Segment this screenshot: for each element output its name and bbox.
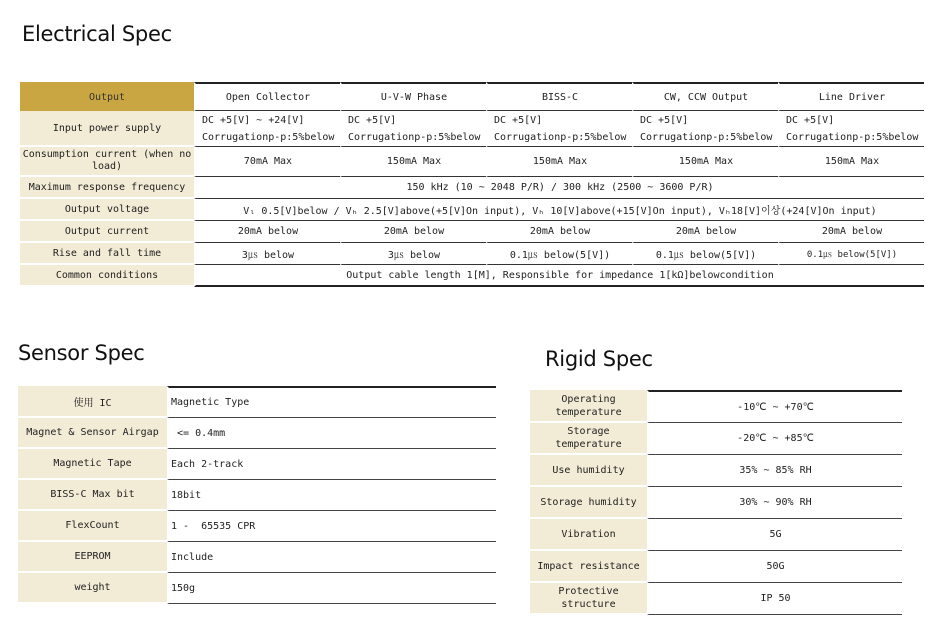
sensor-spec-title: Sensor Spec — [18, 341, 145, 365]
column-header-line-driver: Line Driver — [778, 82, 924, 111]
row-label: Magnetic Tape — [18, 449, 167, 480]
electrical-spec-table — [20, 82, 924, 287]
row-label-max-frequency: Maximum response frequency — [20, 177, 194, 199]
table-cell: 0.1㎲ below(5[V]) — [778, 243, 924, 265]
row-label-output-voltage: Output voltage — [20, 199, 194, 221]
table-cell: 18bit — [167, 480, 496, 511]
column-header-biss-c: BISS-C — [486, 82, 632, 111]
row-label: FlexCount — [18, 511, 167, 542]
table-row — [20, 265, 924, 287]
cell-line: DC +5[V] — [786, 114, 835, 126]
table-cell: 150mA Max — [340, 147, 486, 177]
electrical-spec-title: Electrical Spec — [22, 22, 172, 46]
table-row — [18, 449, 496, 480]
column-header-cw-ccw: CW, CCW Output — [632, 82, 778, 111]
row-label: Use humidity — [530, 455, 647, 487]
cell-line: DC +5[V] — [640, 114, 689, 126]
table-row — [530, 551, 902, 583]
cell-line: DC +5[V] — [348, 114, 397, 126]
table-cell: 150 kHz (10 ~ 2048 P/R) / 300 kHz (2500 ~ 3600 P/R) — [194, 177, 924, 199]
table-cell — [340, 111, 486, 147]
table-cell: 150mA Max — [632, 147, 778, 177]
table-row — [18, 511, 496, 542]
row-label-common-conditions: Common conditions — [20, 265, 194, 287]
table-row — [530, 390, 902, 423]
table-row — [18, 573, 496, 604]
cell-line: Corrugationp-p:5%below — [202, 131, 335, 143]
table-cell — [778, 111, 924, 147]
table-row — [18, 418, 496, 449]
table-cell: Each 2-track — [167, 449, 496, 480]
table-cell: Magnetic Type — [167, 386, 496, 418]
table-cell: 20mA below — [486, 221, 632, 243]
table-cell: 20mA below — [340, 221, 486, 243]
table-cell: 1 - 65535 CPR — [167, 511, 496, 542]
row-label: Operating temperature — [530, 390, 647, 423]
table-cell: Include — [167, 542, 496, 573]
table-cell: 0.1㎲ below(5[V]) — [632, 243, 778, 265]
row-label-rise-fall: Rise and fall time — [20, 243, 194, 265]
table-row — [530, 519, 902, 551]
table-row — [18, 542, 496, 573]
table-cell: 20mA below — [778, 221, 924, 243]
table-cell: IP 50 — [647, 583, 902, 615]
table-cell: 20mA below — [194, 221, 340, 243]
table-row — [530, 583, 902, 615]
row-label: Storage humidity — [530, 487, 647, 519]
row-label: Magnet & Sensor Airgap — [18, 418, 167, 449]
table-cell: 150g — [167, 573, 496, 604]
table-cell: 50G — [647, 551, 902, 583]
table-cell: 20mA below — [632, 221, 778, 243]
table-cell — [486, 111, 632, 147]
table-cell: Vₗ 0.5[V]below / Vₕ 2.5[V]above(+5[V]On input), Vₕ 10[V]above(+15[V]On input), Vₕ18[V]이상(+24[V]On input) — [194, 199, 924, 221]
rigid-spec-table — [530, 390, 902, 615]
table-cell — [632, 111, 778, 147]
row-label: Vibration — [530, 519, 647, 551]
row-label: Protective structure — [530, 583, 647, 615]
table-row — [18, 480, 496, 511]
column-header-uvw-phase: U-V-W Phase — [340, 82, 486, 111]
row-label: weight — [18, 573, 167, 604]
table-row — [530, 487, 902, 519]
table-row — [20, 147, 924, 177]
table-cell: 5G — [647, 519, 902, 551]
table-row — [20, 221, 924, 243]
row-label-consumption: Consumption current (when no load) — [20, 147, 194, 177]
column-header-open-collector: Open Collector — [194, 82, 340, 111]
table-cell: 0.1㎲ below(5[V]) — [486, 243, 632, 265]
table-cell: <= 0.4mm — [167, 418, 496, 449]
table-row — [20, 243, 924, 265]
sensor-spec-table — [18, 386, 496, 604]
cell-line: Corrugationp-p:5%below — [786, 131, 919, 143]
table-cell: 30% ~ 90% RH — [647, 487, 902, 519]
cell-line: Corrugationp-p:5%below — [348, 131, 481, 143]
row-label: Impact resistance — [530, 551, 647, 583]
cell-line: Corrugationp-p:5%below — [494, 131, 627, 143]
table-cell: 3㎲ below — [194, 243, 340, 265]
table-row — [20, 177, 924, 199]
table-cell: 35% ~ 85% RH — [647, 455, 902, 487]
row-label: Storage temperature — [530, 423, 647, 455]
cell-line: DC +5[V] ~ +24[V] — [202, 114, 305, 126]
table-cell: 150mA Max — [778, 147, 924, 177]
table-cell: -10℃ ~ +70℃ — [647, 390, 902, 423]
table-cell: 150mA Max — [486, 147, 632, 177]
output-header: Output — [20, 82, 194, 111]
row-label: 使用 IC — [18, 386, 167, 418]
table-row — [18, 386, 496, 418]
table-cell — [194, 111, 340, 147]
table-row — [20, 199, 924, 221]
row-label: BISS-C Max bit — [18, 480, 167, 511]
table-cell: Output cable length 1[M], Responsible for impedance 1[kΩ]belowcondition — [194, 265, 924, 287]
table-row — [20, 111, 924, 147]
table-header-row — [20, 82, 924, 111]
rigid-spec-title: Rigid Spec — [545, 347, 653, 371]
table-row — [530, 455, 902, 487]
row-label-output-current: Output current — [20, 221, 194, 243]
cell-line: Corrugationp-p:5%below — [640, 131, 773, 143]
table-cell: 3㎲ below — [340, 243, 486, 265]
table-cell: 70mA Max — [194, 147, 340, 177]
row-label: EEPROM — [18, 542, 167, 573]
table-row — [530, 423, 902, 455]
row-label-input-power: Input power supply — [20, 111, 194, 147]
cell-line: DC +5[V] — [494, 114, 543, 126]
table-cell: -20℃ ~ +85℃ — [647, 423, 902, 455]
